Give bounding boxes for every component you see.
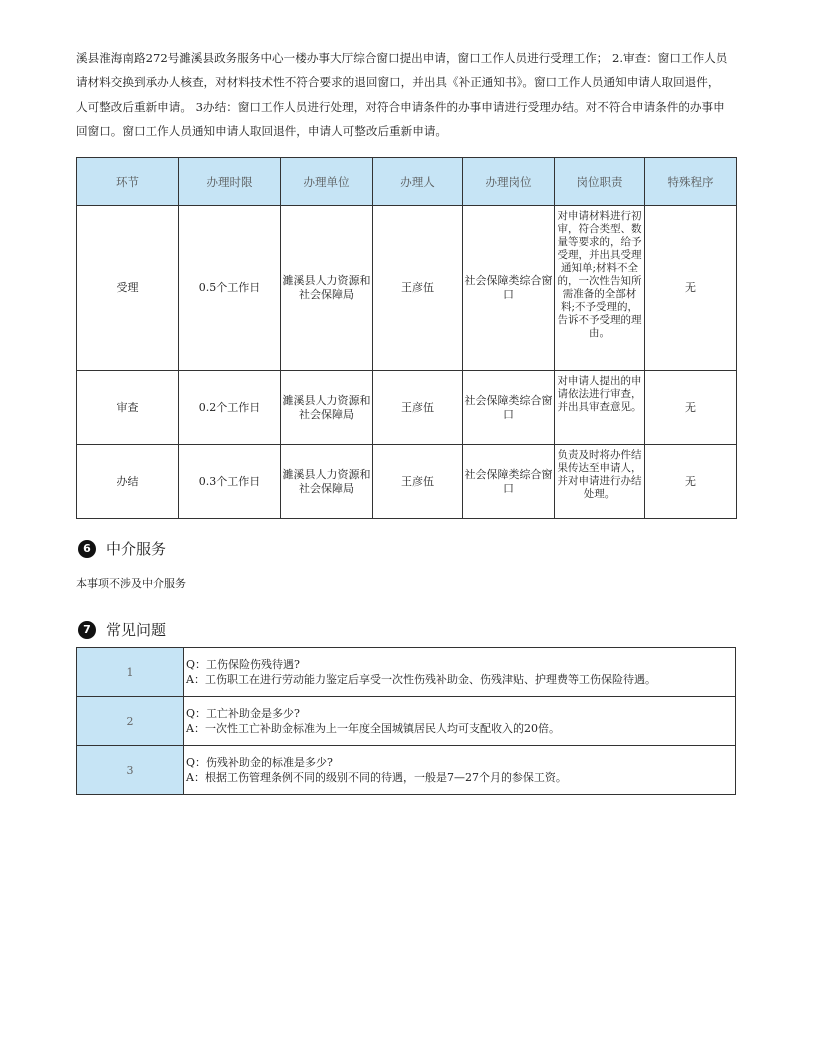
intro-paragraph [76, 20, 740, 148]
faq-index: 2 [77, 697, 184, 746]
cell-time-limit: 0.3个工作日 [179, 445, 281, 519]
section-number-badge: 7 [78, 621, 96, 639]
cell-special: 无 [645, 206, 737, 371]
cell-special: 无 [645, 371, 737, 445]
process-table-header [77, 158, 737, 206]
faq-content [184, 746, 736, 795]
faq-content [184, 697, 736, 746]
header-special: 特殊程序 [645, 158, 737, 206]
section-number-badge: 6 [78, 540, 96, 558]
faq-answer: A：根据工伤管理条例不同的级别不同的待遇，一般是7—27个月的参保工资。 [186, 771, 567, 784]
header-stage: 环节 [77, 158, 179, 206]
header-duty: 岗位职责 [555, 158, 645, 206]
faq-question: Q：工伤保险伤残待遇? [186, 658, 300, 671]
intro-line: 回窗口。窗口工作人员通知申请人取回退件，申请人可整改后重新申请。 [76, 124, 448, 138]
table-row [77, 371, 737, 445]
section-title-text: 中介服务 [106, 540, 167, 558]
cell-post: 社会保障类综合窗口 [463, 445, 555, 519]
cell-stage: 办结 [77, 445, 179, 519]
cell-duty: 负责及时将办件结果传达至申请人，并对申请进行办结处理。 [555, 445, 645, 519]
faq-answer: A：工伤职工在进行劳动能力鉴定后享受一次性伤残补助金、伤残津贴、护理费等工伤保险待遇。 [186, 673, 656, 686]
faq-table [76, 647, 736, 795]
process-table [76, 157, 737, 519]
cell-duty: 对申请材料进行初审，符合类型、数量等要求的，给予受理，并出具受理通知单;材料不全的，一次性告知所需准备的全部材料;不予受理的，告诉不予受理的理由。 [555, 206, 645, 371]
cell-post: 社会保障类综合窗口 [463, 206, 555, 371]
faq-question: Q：工亡补助金是多少? [186, 707, 300, 720]
faq-answer: A：一次性工亡补助金标准为上一年度全国城镇居民人均可支配收入的20倍。 [186, 722, 560, 735]
cell-handler: 王彦伍 [373, 371, 463, 445]
faq-row [77, 648, 736, 697]
cell-unit: 濉溪县人力资源和社会保障局 [281, 445, 373, 519]
cell-special: 无 [645, 445, 737, 519]
section-6-body: 本事项不涉及中介服务 [76, 577, 186, 590]
cell-unit: 濉溪县人力资源和社会保障局 [281, 206, 373, 371]
cell-stage: 受理 [77, 206, 179, 371]
cell-handler: 王彦伍 [373, 206, 463, 371]
cell-handler: 王彦伍 [373, 445, 463, 519]
cell-duty: 对申请人提出的申请依法进行审查，并出具审查意见。 [555, 371, 645, 445]
faq-question: Q：伤残补助金的标准是多少? [186, 756, 333, 769]
cell-stage: 审查 [77, 371, 179, 445]
section-6-title [78, 538, 166, 559]
faq-row [77, 697, 736, 746]
intro-line: 请材料交换到承办人核查，对材料技术性不符合要求的退回窗口，并出具《补正通知书》。窗口工作人员通知申请人取回退件， [76, 75, 720, 89]
table-row [77, 206, 737, 371]
header-unit: 办理单位 [281, 158, 373, 206]
cell-time-limit: 0.2个工作日 [179, 371, 281, 445]
faq-content [184, 648, 736, 697]
cell-unit: 濉溪县人力资源和社会保障局 [281, 371, 373, 445]
faq-row [77, 746, 736, 795]
table-row [77, 445, 737, 519]
cell-post: 社会保障类综合窗口 [463, 371, 555, 445]
cell-time-limit: 0.5个工作日 [179, 206, 281, 371]
section-7-title [78, 619, 166, 640]
header-post: 办理岗位 [463, 158, 555, 206]
intro-line: 人可整改后重新申请。 3办结：窗口工作人员进行处理，对符合申请条件的办事申请进行受理办结。对不符合申请条件的办事申 [76, 100, 725, 114]
intro-line: 溪县淮海南路272号濉溪县政务服务中心一楼办事大厅综合窗口提出申请，窗口工作人员进行受理工作； 2.审查：窗口工作人员 [76, 51, 728, 65]
header-time-limit: 办理时限 [179, 158, 281, 206]
faq-index: 1 [77, 648, 184, 697]
section-title-text: 常见问题 [106, 621, 167, 639]
header-handler: 办理人 [373, 158, 463, 206]
faq-index: 3 [77, 746, 184, 795]
